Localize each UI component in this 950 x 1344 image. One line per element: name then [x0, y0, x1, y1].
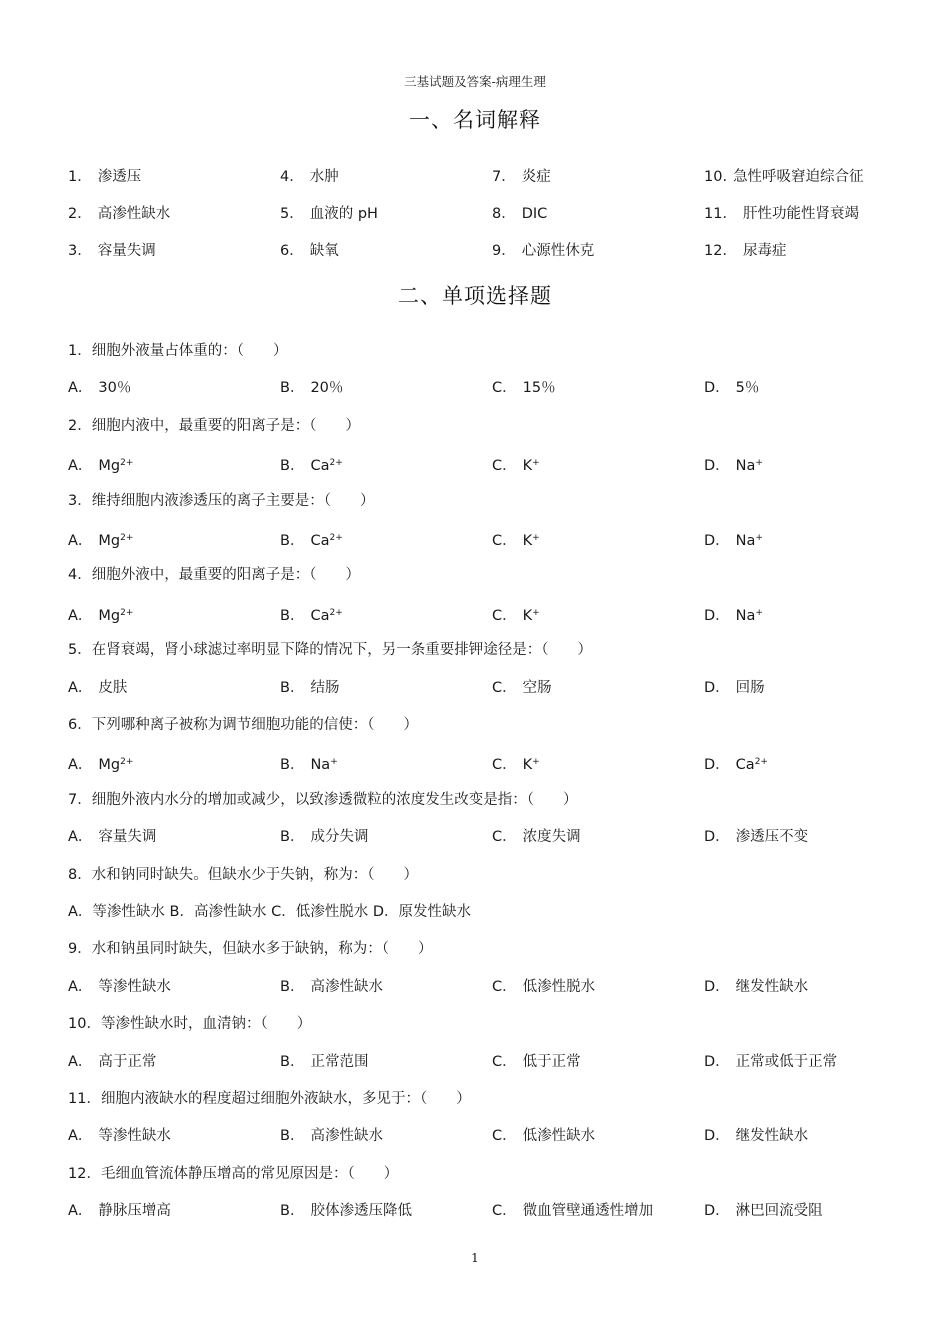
term-text: 尿毒症 — [742, 243, 787, 259]
question-stem: 5．在肾衰竭，肾小球滤过率明显下降的情况下，另一条重要排钾途径是：（ ） — [68, 642, 592, 658]
definition-term — [280, 202, 378, 226]
question-stem: 2．细胞内液中，最重要的阳离子是：（ ） — [68, 418, 360, 434]
option-text: 正常范围 — [310, 1054, 369, 1070]
option-b[interactable] — [280, 1199, 412, 1223]
option-c[interactable] — [492, 451, 540, 478]
option-b[interactable] — [280, 825, 368, 849]
definition-term — [704, 165, 864, 189]
term-text: 急性呼吸窘迫综合征 — [733, 169, 864, 185]
ion-charge: + — [330, 757, 338, 767]
option-text: Na — [310, 757, 331, 773]
term-text: 高渗性缺水 — [97, 206, 171, 222]
option-label: D． — [704, 829, 730, 845]
option-text: Na — [735, 533, 756, 549]
option-text: 微血管壁通透性增加 — [522, 1203, 654, 1219]
option-label: A． — [68, 979, 93, 995]
term-text: 血液的 pH — [309, 206, 378, 222]
ion-charge: 2+ — [120, 757, 134, 767]
ion-charge: + — [755, 533, 763, 543]
option-label: C． — [492, 757, 517, 773]
term-number: 5． — [280, 206, 304, 222]
term-number: 7． — [492, 169, 516, 185]
option-text: 空肠 — [522, 680, 552, 696]
definitions-row — [68, 202, 908, 226]
question-stem: 3．维持细胞内液渗透压的离子主要是：（ ） — [68, 493, 375, 509]
option-a[interactable] — [68, 1124, 171, 1148]
option-label: B． — [280, 1054, 305, 1070]
ion-charge: + — [755, 608, 763, 618]
option-label: A． — [68, 1128, 93, 1144]
term-text: 缺氧 — [309, 243, 339, 259]
option-d[interactable] — [704, 376, 759, 400]
option-a[interactable] — [68, 451, 133, 478]
option-d[interactable] — [704, 1050, 837, 1074]
option-text: 结肠 — [310, 680, 340, 696]
option-a[interactable] — [68, 526, 133, 553]
option-a[interactable] — [68, 750, 133, 777]
option-d[interactable] — [704, 601, 763, 628]
option-label: B． — [280, 380, 305, 396]
definitions-row — [68, 239, 908, 263]
term-text: 肝性功能性肾衰竭 — [742, 206, 859, 222]
definition-term — [68, 165, 141, 189]
option-text: 20％ — [310, 380, 344, 396]
ion-charge: + — [755, 458, 763, 468]
option-label: D． — [704, 1054, 730, 1070]
option-label: B． — [280, 979, 305, 995]
ion-charge: + — [532, 757, 540, 767]
term-number: 11． — [704, 206, 737, 222]
option-a[interactable] — [68, 601, 133, 628]
option-d[interactable] — [704, 825, 808, 849]
option-label: C． — [492, 533, 517, 549]
option-b[interactable] — [280, 601, 343, 628]
question-stem: 8．水和钠同时缺失。但缺水少于失钠，称为：（ ） — [68, 867, 418, 883]
term-number: 3． — [68, 243, 92, 259]
option-text: Mg — [98, 757, 121, 773]
section-title-multiple-choice: 二、单项选择题 — [398, 284, 552, 308]
option-text: Ca — [310, 608, 330, 624]
definition-term — [704, 202, 859, 226]
option-text: 低于正常 — [522, 1054, 581, 1070]
option-b[interactable] — [280, 1050, 368, 1074]
term-text: 心源性休克 — [521, 243, 595, 259]
option-text: 胶体渗透压降低 — [310, 1203, 412, 1219]
question-stem: 7．细胞外液内水分的增加或减少，以致渗透微粒的浓度发生改变是指：（ ） — [68, 792, 578, 808]
definition-term — [492, 239, 594, 263]
option-text: Mg — [98, 608, 121, 624]
option-b[interactable] — [280, 526, 343, 553]
option-c[interactable] — [492, 376, 556, 400]
option-text: 正常或低于正常 — [735, 1054, 838, 1070]
option-label: C． — [492, 680, 517, 696]
option-text: 高于正常 — [98, 1054, 157, 1070]
option-text: Na — [735, 608, 756, 624]
option-a[interactable] — [68, 676, 127, 700]
option-c[interactable] — [492, 1124, 595, 1148]
ion-charge: 2+ — [329, 458, 343, 468]
option-d[interactable] — [704, 451, 763, 478]
question-options — [68, 601, 908, 625]
term-text: 渗透压 — [97, 169, 142, 185]
question-stem: 6．下列哪种离子被称为调节细胞功能的信使：（ ） — [68, 717, 418, 733]
option-label: A． — [68, 1054, 93, 1070]
option-text: 皮肤 — [98, 680, 128, 696]
option-label: A． — [68, 829, 93, 845]
option-a[interactable] — [68, 825, 156, 849]
option-d[interactable] — [704, 975, 808, 999]
page-number: 1 — [471, 1251, 479, 1265]
option-label: D． — [704, 680, 730, 696]
ion-charge: + — [532, 533, 540, 543]
ion-charge: 2+ — [329, 533, 343, 543]
question-options — [68, 1050, 908, 1074]
option-label: B． — [280, 1128, 305, 1144]
option-c[interactable] — [492, 601, 540, 628]
question-stem: 4．细胞外液中，最重要的阳离子是：（ ） — [68, 567, 360, 583]
option-text: 淋巴回流受阻 — [735, 1203, 823, 1219]
question-stem: 1．细胞外液量占体重的：（ ） — [68, 343, 288, 359]
option-text: 浓度失调 — [522, 829, 581, 845]
option-label: C． — [492, 458, 517, 474]
option-label: D． — [704, 1203, 730, 1219]
option-a[interactable] — [68, 1199, 171, 1223]
term-text: DIC — [521, 206, 548, 222]
option-a[interactable] — [68, 376, 131, 400]
definitions-row — [68, 165, 908, 189]
question-options — [68, 1124, 908, 1148]
question-options — [68, 451, 908, 475]
option-d[interactable] — [704, 1124, 808, 1148]
definition-term — [492, 202, 547, 226]
option-text: K — [522, 458, 533, 474]
option-text: 5％ — [735, 380, 760, 396]
option-text: Mg — [98, 533, 121, 549]
option-b[interactable] — [280, 376, 343, 400]
option-c[interactable] — [492, 750, 540, 777]
option-text: 成分失调 — [310, 829, 369, 845]
option-text: 低渗性脱水 — [522, 979, 596, 995]
term-number: 10. — [704, 169, 728, 185]
term-text: 容量失调 — [97, 243, 156, 259]
option-text: 继发性缺水 — [735, 979, 809, 995]
option-label: A． — [68, 380, 93, 396]
question-stem: 10．等渗性缺水时，血清钠：（ ） — [68, 1016, 312, 1032]
option-b[interactable] — [280, 676, 339, 700]
ion-charge: 2+ — [120, 458, 134, 468]
question-options — [68, 676, 908, 700]
option-d[interactable] — [704, 1199, 823, 1223]
option-c[interactable] — [492, 1050, 581, 1074]
definition-term — [704, 239, 786, 263]
question-options — [68, 825, 908, 849]
option-text: Mg — [98, 458, 121, 474]
question-options — [68, 975, 908, 999]
option-label: C． — [492, 380, 517, 396]
option-label: A． — [68, 757, 93, 773]
option-label: C． — [492, 1203, 517, 1219]
option-text: 高渗性缺水 — [310, 979, 383, 995]
option-c[interactable] — [492, 526, 540, 553]
term-number: 6． — [280, 243, 304, 259]
option-label: D． — [704, 608, 730, 624]
definition-term — [68, 202, 170, 226]
option-text: Na — [735, 458, 756, 474]
question-options — [68, 526, 908, 550]
option-text: 容量失调 — [98, 829, 157, 845]
ion-charge: 2+ — [120, 608, 134, 618]
ion-charge: 2+ — [120, 533, 134, 543]
option-b[interactable] — [280, 975, 383, 999]
option-text: 高渗性缺水 — [310, 1128, 383, 1144]
option-text: 静脉压增高 — [98, 1203, 171, 1219]
option-label: C． — [492, 829, 517, 845]
question-options — [68, 376, 908, 400]
term-text: 炎症 — [521, 169, 551, 185]
definition-term — [492, 165, 551, 189]
option-d[interactable] — [704, 750, 768, 777]
option-text: Ca — [310, 533, 330, 549]
option-label: D． — [704, 380, 730, 396]
definition-term — [68, 239, 156, 263]
option-text: 等渗性缺水 — [98, 1128, 171, 1144]
term-number: 9． — [492, 243, 516, 259]
option-b[interactable] — [280, 1124, 383, 1148]
option-label: A． — [68, 533, 93, 549]
option-label: D． — [704, 533, 730, 549]
ion-charge: + — [532, 458, 540, 468]
option-text: K — [522, 757, 533, 773]
option-label: C． — [492, 1128, 517, 1144]
option-c[interactable] — [492, 1199, 653, 1223]
question-options — [68, 750, 908, 774]
term-number: 4． — [280, 169, 304, 185]
term-number: 12． — [704, 243, 737, 259]
question-stem: 12．毛细血管流体静压增高的常见原因是：（ ） — [68, 1166, 399, 1182]
option-label: A． — [68, 608, 93, 624]
question-stem: 11．细胞内液缺水的程度超过细胞外液缺水，多见于：（ ） — [68, 1091, 471, 1107]
option-text: K — [522, 608, 533, 624]
question-options — [68, 1199, 908, 1223]
option-a[interactable] — [68, 975, 171, 999]
term-number: 1． — [68, 169, 92, 185]
ion-charge: 2+ — [754, 757, 768, 767]
option-d[interactable] — [704, 676, 765, 700]
option-b[interactable] — [280, 451, 343, 478]
question-options: A．等渗性缺水 B．高渗性缺水 C．低渗性脱水 D．原发性缺水 — [68, 904, 471, 920]
option-label: B． — [280, 1203, 305, 1219]
option-text: Ca — [310, 458, 330, 474]
option-text: Ca — [735, 757, 755, 773]
option-text: K — [522, 533, 533, 549]
option-label: A． — [68, 680, 93, 696]
question-stem: 9．水和钠虽同时缺失，但缺水多于缺钠，称为：（ ） — [68, 941, 433, 957]
option-text: 渗透压不变 — [735, 829, 809, 845]
option-label: B． — [280, 608, 305, 624]
document-header: 三基试题及答案-病理生理 — [404, 74, 546, 89]
definition-term — [280, 165, 339, 189]
option-label: C． — [492, 979, 517, 995]
section-title-definitions: 一、名词解释 — [409, 108, 541, 132]
ion-charge: 2+ — [329, 608, 343, 618]
option-label: B． — [280, 458, 305, 474]
option-label: C． — [492, 608, 517, 624]
term-number: 8． — [492, 206, 516, 222]
option-text: 15％ — [522, 380, 556, 396]
option-label: A． — [68, 1203, 93, 1219]
option-label: A． — [68, 458, 93, 474]
option-label: B． — [280, 829, 305, 845]
option-label: D． — [704, 979, 730, 995]
option-label: B． — [280, 533, 305, 549]
option-label: D． — [704, 1128, 730, 1144]
option-c[interactable] — [492, 676, 552, 700]
definition-term — [280, 239, 339, 263]
option-text: 30％ — [98, 380, 132, 396]
option-label: C． — [492, 1054, 517, 1070]
term-number: 2． — [68, 206, 92, 222]
option-label: B． — [280, 680, 305, 696]
ion-charge: + — [532, 608, 540, 618]
option-d[interactable] — [704, 526, 763, 553]
option-text: 低渗性缺水 — [522, 1128, 596, 1144]
option-text: 回肠 — [735, 680, 765, 696]
term-text: 水肿 — [309, 169, 339, 185]
option-b[interactable] — [280, 750, 338, 777]
option-a[interactable] — [68, 1050, 156, 1074]
option-c[interactable] — [492, 825, 581, 849]
option-label: D． — [704, 757, 730, 773]
option-text: 等渗性缺水 — [98, 979, 171, 995]
option-label: B． — [280, 757, 305, 773]
option-label: D． — [704, 458, 730, 474]
option-text: 继发性缺水 — [735, 1128, 809, 1144]
option-c[interactable] — [492, 975, 595, 999]
